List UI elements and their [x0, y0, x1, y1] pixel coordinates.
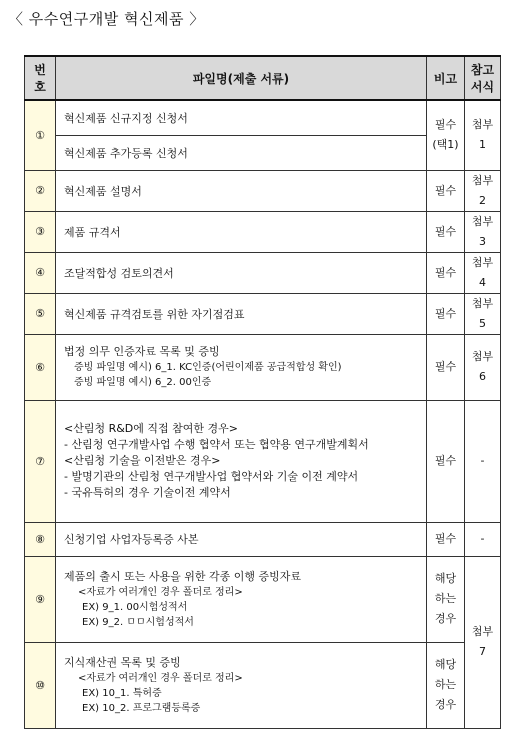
row-number: ⑩ [25, 642, 56, 728]
table-row [25, 211, 501, 252]
ref-cell: 첨부1 [465, 100, 501, 170]
file-cell [56, 556, 427, 642]
file-line: <산림청 기술을 이전받은 경우> [64, 454, 221, 467]
ref-cell: 첨부7 [465, 556, 501, 728]
table-row [25, 556, 501, 642]
note-cell [427, 100, 465, 170]
file-name: 조달적합성 검토의견서 [56, 252, 427, 293]
file-line: - 발명기관의 산림청 연구개발사업 협약서와 기술 이전 계약서 [64, 470, 359, 483]
note-line: 해당 [434, 572, 457, 585]
table-row [25, 100, 501, 135]
note-cell: 필수 [427, 293, 465, 334]
row-number: ② [25, 170, 56, 211]
row-number: ⑥ [25, 334, 56, 400]
file-name: 제품 규격서 [56, 211, 427, 252]
row-number: ⑧ [25, 522, 56, 556]
file-name: 신청기업 사업자등록증 사본 [56, 522, 427, 556]
file-name: 제품의 출시 또는 사용을 위한 각종 이행 증빙자료 [64, 569, 301, 583]
file-line: - 국유특허의 경우 기술이전 계약서 [64, 486, 231, 499]
file-example: EX) 9_1. 00시험성적서 [82, 601, 188, 613]
file-cell [56, 642, 427, 728]
file-line: <산림청 R&D에 직접 참여한 경우> [64, 422, 238, 435]
table-row [25, 642, 501, 728]
header-ref [465, 56, 501, 100]
row-number: ⑦ [25, 400, 56, 522]
table-row [25, 334, 501, 400]
note-line: 경우 [434, 698, 457, 711]
table-row [25, 252, 501, 293]
table-row [25, 522, 501, 556]
table-row [25, 293, 501, 334]
file-example: EX) 10_2. 프로그램등록증 [82, 702, 201, 714]
row-number: ④ [25, 252, 56, 293]
page-title: 〈 우수연구개발 혁신제품 〉 [8, 10, 205, 28]
row-number: ⑤ [25, 293, 56, 334]
header-file: 파일명(제출 서류) [56, 56, 427, 100]
note-line: (택1) [432, 138, 459, 152]
header-row [25, 56, 501, 100]
document-table [24, 55, 501, 729]
file-name: 혁신제품 규격검토를 위한 자기점검표 [56, 293, 427, 334]
ref-cell: 첨부2 [465, 170, 501, 211]
note-line: 하는 [434, 592, 457, 605]
file-name: 혁신제품 신규지정 신청서 [56, 100, 427, 135]
file-example: EX) 10_1. 특허증 [82, 687, 162, 699]
file-example: 증빙 파일명 예시) 6_2. 00인증 [74, 377, 212, 388]
note-line: 하는 [434, 678, 457, 691]
file-cell [56, 400, 427, 522]
note-line: 경우 [434, 612, 457, 625]
table-row [25, 400, 501, 522]
ref-cell: 첨부4 [465, 252, 501, 293]
note-cell: 필수 [427, 252, 465, 293]
file-note: <자료가 여러개인 경우 폴더로 정리> [78, 672, 243, 684]
file-note: <자료가 여러개인 경우 폴더로 정리> [78, 586, 243, 598]
header-ref-line1: 참고 [470, 63, 495, 77]
file-example: 증빙 파일명 예시) 6_1. KC인증(어린이제품 공급적합성 확인) [74, 362, 342, 373]
header-ref-line2: 서식 [470, 80, 495, 94]
ref-cell: 첨부5 [465, 293, 501, 334]
note-cell: 필수 [427, 334, 465, 400]
file-name: 혁신제품 추가등록 신청서 [56, 135, 427, 170]
file-name: 지식재산권 목록 및 증빙 [64, 655, 181, 669]
note-cell: 필수 [427, 170, 465, 211]
note-cell [427, 556, 465, 642]
note-cell: 필수 [427, 400, 465, 522]
row-number: ① [25, 100, 56, 170]
row-number: ③ [25, 211, 56, 252]
file-example: EX) 9_2. ㅁㅁ시험성적서 [82, 616, 194, 628]
file-name: 혁신제품 설명서 [56, 170, 427, 211]
note-cell [427, 642, 465, 728]
ref-cell: - [465, 522, 501, 556]
ref-cell: 첨부3 [465, 211, 501, 252]
file-cell [56, 334, 427, 400]
table-row [25, 170, 501, 211]
header-note: 비고 [427, 56, 465, 100]
header-no: 번호 [25, 56, 56, 100]
file-line: - 산림청 연구개발사업 수행 협약서 또는 협약용 연구개발계획서 [64, 438, 369, 451]
ref-cell: - [465, 400, 501, 522]
note-cell: 필수 [427, 211, 465, 252]
ref-cell: 첨부6 [465, 334, 501, 400]
note-line: 필수 [434, 118, 457, 132]
note-line: 해당 [434, 658, 457, 671]
note-cell: 필수 [427, 522, 465, 556]
file-name: 법정 의무 인증자료 목록 및 증빙 [64, 345, 220, 358]
row-number: ⑨ [25, 556, 56, 642]
